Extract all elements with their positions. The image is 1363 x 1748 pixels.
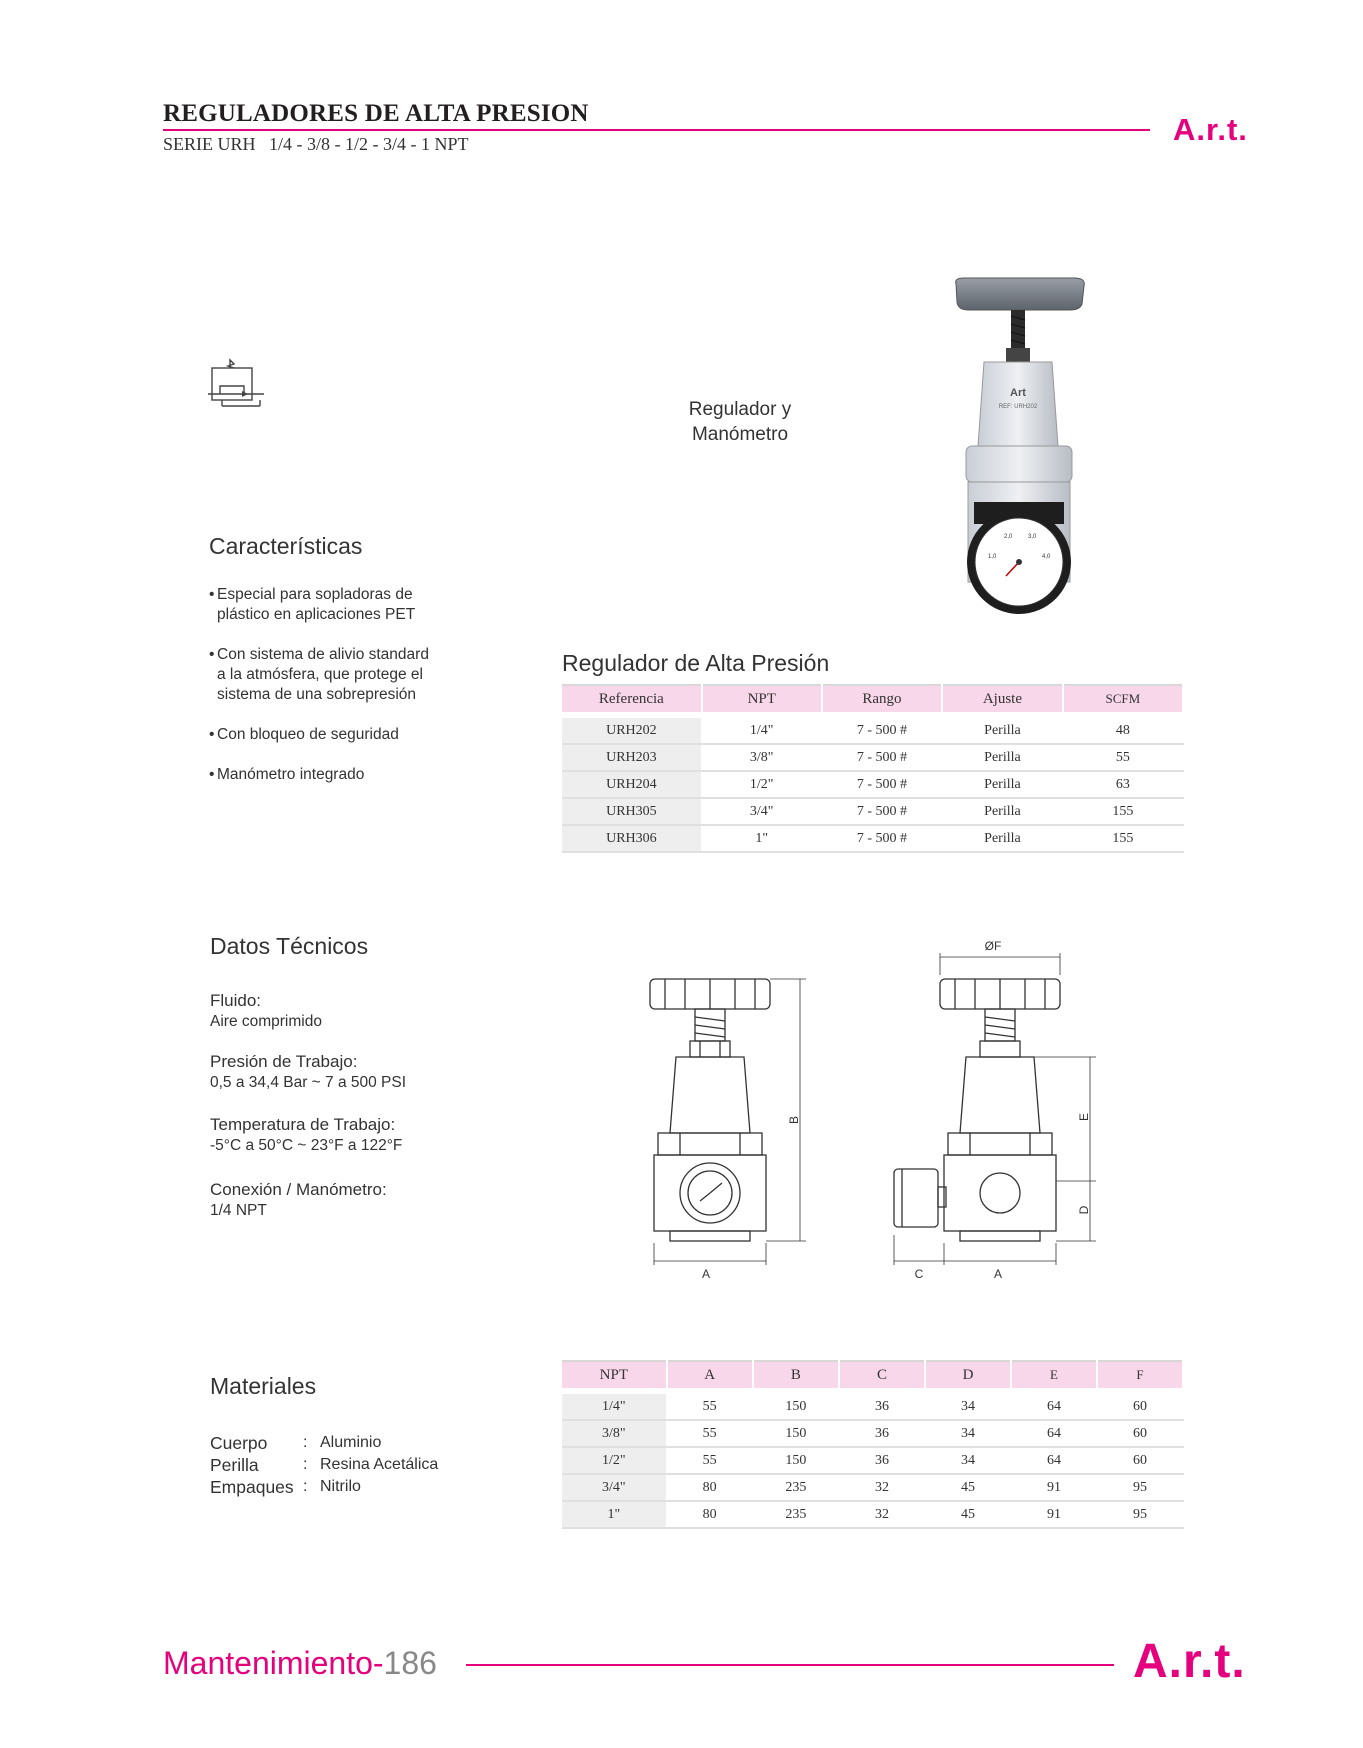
tech-value-fluido: Aire comprimido bbox=[210, 1013, 322, 1030]
photo-caption bbox=[650, 397, 830, 447]
caracteristicas-list bbox=[209, 585, 469, 805]
materiales-heading: Materiales bbox=[210, 1373, 317, 1399]
side-dim-e: E bbox=[1077, 1112, 1091, 1122]
material-value-empaques: Nitrilo bbox=[320, 1478, 361, 1495]
tech-label-conexion: Conexión / Manómetro: bbox=[210, 1180, 387, 1199]
photo-body-ref: REF: URH202 bbox=[998, 404, 1038, 410]
table-header: B bbox=[753, 1361, 839, 1388]
dimension-drawing bbox=[640, 935, 1100, 1295]
table-row: 1" 80 235 32 45 91 95 bbox=[562, 1501, 1183, 1528]
list-item: • Manómetro integrado bbox=[209, 766, 365, 783]
material-colon: : bbox=[303, 1456, 308, 1473]
tech-value-conexion: 1/4 NPT bbox=[210, 1202, 267, 1219]
gauge-tick-4: 4,0 bbox=[1042, 554, 1051, 560]
table-header: Referencia bbox=[562, 685, 702, 712]
list-item: • Con bloqueo de seguridad bbox=[209, 726, 399, 743]
datos-tecnicos-heading: Datos Técnicos bbox=[210, 933, 369, 959]
table-header: D bbox=[925, 1361, 1011, 1388]
material-key-empaques: Empaques bbox=[210, 1477, 294, 1497]
table-header: SCFM bbox=[1063, 685, 1183, 712]
table-header: Rango bbox=[822, 685, 942, 712]
regulator-symbol-icon bbox=[208, 356, 270, 408]
footer-brand-logo: A.r.t. bbox=[1133, 1635, 1246, 1688]
table-header: NPT bbox=[702, 685, 822, 712]
footer-section-label bbox=[163, 1645, 437, 1682]
list-item: • Con sistema de alivio standard a la atmósfera, que protege el sistema de una sobrepresión bbox=[209, 646, 429, 703]
side-dim-c: C bbox=[914, 1267, 924, 1281]
gauge-tick-2: 2,0 bbox=[1004, 534, 1013, 540]
tech-label-temperatura: Temperatura de Trabajo: bbox=[210, 1115, 396, 1134]
tech-label-fluido: Fluido: bbox=[210, 991, 262, 1010]
table-header: A bbox=[667, 1361, 753, 1388]
table-row: URH203 3/8" 7 - 500 # Perilla 55 bbox=[562, 744, 1183, 771]
photo-caption-line2: Manómetro bbox=[691, 424, 789, 445]
table-row: URH204 1/2" 7 - 500 # Perilla 63 bbox=[562, 771, 1183, 798]
material-colon: : bbox=[303, 1478, 308, 1495]
table-row: 1/2" 55 150 36 34 64 60 bbox=[562, 1447, 1183, 1474]
table-row: 3/8" 55 150 36 34 64 60 bbox=[562, 1420, 1183, 1447]
list-item: • Especial para sopladoras de plástico en aplicaciones PET bbox=[209, 586, 416, 623]
front-dim-a: A bbox=[701, 1267, 711, 1281]
table-row: URH202 1/4" 7 - 500 # Perilla 48 bbox=[562, 718, 1183, 744]
table-header: E bbox=[1011, 1361, 1097, 1388]
table-header: Ajuste bbox=[942, 685, 1062, 712]
table-header: F bbox=[1097, 1361, 1183, 1388]
product-photo bbox=[944, 276, 1094, 616]
table-header: NPT bbox=[562, 1361, 667, 1388]
page-number: 186 bbox=[383, 1645, 437, 1681]
material-colon: : bbox=[303, 1434, 308, 1451]
gauge-tick-1: 1,0 bbox=[988, 554, 997, 560]
photo-body-brand: Art bbox=[1010, 387, 1026, 399]
regulador-table-heading: Regulador de Alta Presión bbox=[562, 650, 830, 676]
table-row: URH306 1" 7 - 500 # Perilla 155 bbox=[562, 825, 1183, 852]
page-subtitle: SERIE URH 1/4 - 3/8 - 1/2 - 3/4 - 1 NPT bbox=[163, 134, 469, 154]
side-dim-a: A bbox=[993, 1267, 1003, 1281]
caracteristicas-heading: Características bbox=[209, 533, 363, 559]
material-value-perilla: Resina Acetálica bbox=[320, 1456, 439, 1473]
page-title: REGULADORES DE ALTA PRESION bbox=[163, 100, 589, 127]
table-row: 1/4" 55 150 36 34 64 60 bbox=[562, 1394, 1183, 1420]
table-row: 3/4" 80 235 32 45 91 95 bbox=[562, 1474, 1183, 1501]
material-key-perilla: Perilla bbox=[210, 1455, 259, 1475]
regulador-table bbox=[562, 684, 1184, 853]
table-row: URH305 3/4" 7 - 500 # Perilla 155 bbox=[562, 798, 1183, 825]
front-dim-b: B bbox=[787, 1115, 801, 1125]
tech-label-presion: Presión de Trabajo: bbox=[210, 1052, 358, 1071]
footer-divider bbox=[466, 1664, 1114, 1666]
material-value-cuerpo: Aluminio bbox=[320, 1434, 382, 1451]
tech-value-presion: 0,5 a 34,4 Bar ~ 7 a 500 PSI bbox=[210, 1074, 407, 1091]
side-dim-d: D bbox=[1077, 1205, 1091, 1215]
tech-value-temperatura: -5°C a 50°C ~ 23°F a 122°F bbox=[210, 1137, 403, 1154]
gauge-tick-3: 3,0 bbox=[1028, 534, 1037, 540]
footer-section: Mantenimiento- bbox=[163, 1645, 384, 1681]
side-dim-f: ØF bbox=[984, 939, 1002, 953]
title-divider bbox=[163, 129, 1150, 131]
table-header: C bbox=[839, 1361, 925, 1388]
photo-caption-line1: Regulador y bbox=[688, 399, 792, 420]
dimensiones-table bbox=[562, 1360, 1184, 1529]
brand-logo: A.r.t. bbox=[1173, 112, 1248, 147]
material-key-cuerpo: Cuerpo bbox=[210, 1433, 268, 1453]
